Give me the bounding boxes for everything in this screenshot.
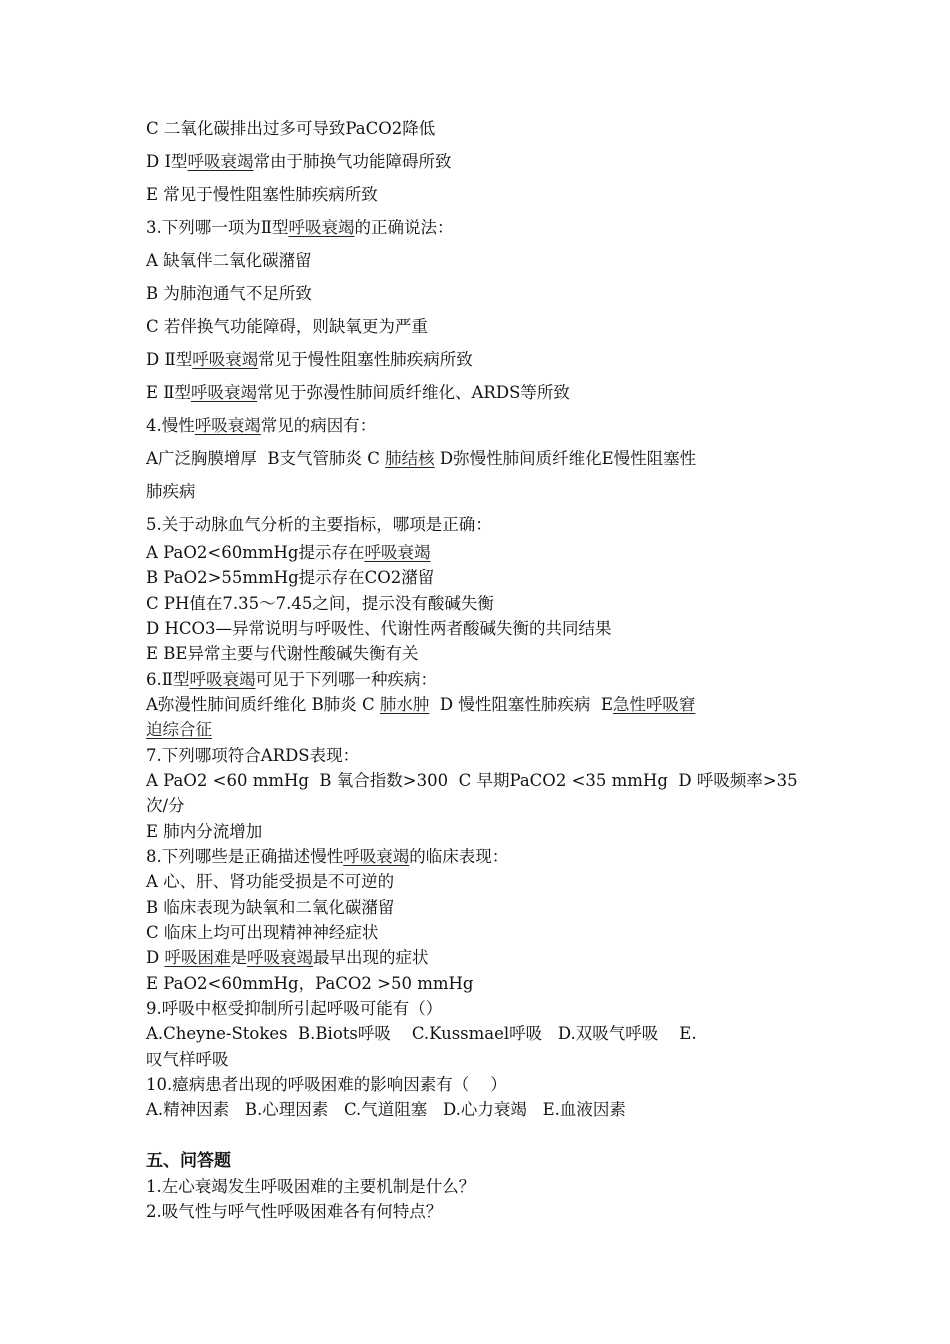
term-link[interactable]: 肺水肿	[379, 695, 430, 714]
text-span: D弥慢性肺间质纤维化E慢性阻塞性	[434, 449, 697, 468]
option-line: 叹气样呼吸	[146, 1050, 229, 1069]
question-line: 2.吸气性与呼气性呼吸困难各有何特点？	[146, 1202, 443, 1221]
text-span: 是	[230, 948, 247, 967]
option-line: 次/分	[146, 796, 185, 815]
term-link[interactable]: 呼吸衰竭	[364, 543, 431, 562]
question-line: 7.下列哪项符合ARDS表现：	[146, 746, 360, 765]
option-line: C 临床上均可出现精神神经症状	[146, 923, 379, 942]
text-span: A PaO2<60mmHg提示存在	[146, 543, 365, 562]
text-span: 常见于慢性阻塞性肺疾病所致	[258, 350, 473, 369]
text-span: 4.慢性	[146, 416, 195, 435]
text-span: 最早出现的症状	[312, 948, 429, 967]
question-line: 9.呼吸中枢受抑制所引起呼吸可能有（）	[146, 999, 443, 1018]
section-heading: 五、问答题	[146, 1151, 231, 1171]
term-link[interactable]: 迫综合征	[146, 720, 212, 739]
term-link[interactable]: 呼吸衰竭	[343, 847, 410, 866]
term-link[interactable]: 呼吸衰竭	[192, 350, 259, 369]
option-line	[146, 382, 570, 404]
term-link[interactable]: 呼吸衰竭	[191, 383, 258, 402]
option-line: C 二氧化碳排出过多可导致PaCO2降低	[146, 119, 436, 138]
text-span: A弥漫性肺间质纤维化 B肺炎 C	[146, 695, 380, 714]
option-line: E 常见于慢性阻塞性肺疾病所致	[146, 185, 378, 204]
term-link[interactable]: 呼吸衰竭	[246, 948, 313, 967]
option-line	[146, 719, 212, 741]
option-line: B 为肺泡通气不足所致	[146, 284, 312, 303]
option-line: A.精神因素 B.心理因素 C.气道阻塞 D.心力衰竭 E.血液因素	[146, 1100, 626, 1119]
option-line	[146, 448, 696, 470]
option-line: D HCO3—异常说明与呼吸性、代谢性两者酸碱失衡的共同结果	[146, 619, 612, 638]
option-line: A PaO2 <60 mmHg B 氧合指数>300 C 早期PaCO2 <35 mmHg D 呼吸频率>35	[146, 771, 798, 790]
option-line: A.Cheyne-Stokes B.Biots呼吸 C.Kussmael呼吸 D.双吸气呼吸 E.	[146, 1024, 697, 1043]
text-span: D I型	[146, 152, 188, 171]
term-link[interactable]: 肺结核	[385, 449, 435, 468]
text-span: 的临床表现：	[409, 847, 509, 866]
text-span: 可见于下列哪一种疾病：	[255, 670, 437, 689]
text-span: 6.Ⅱ型	[146, 670, 190, 689]
question-line	[146, 217, 453, 239]
question-line: 1.左心衰竭发生呼吸困难的主要机制是什么？	[146, 1177, 476, 1196]
text-span: D Ⅱ型	[146, 350, 193, 369]
option-line: A 心、肝、肾功能受损是不可逆的	[146, 872, 395, 891]
term-link[interactable]: 呼吸困难	[164, 948, 231, 967]
text-span: 常见的病因有：	[260, 416, 377, 435]
text-span: A广泛胸膜增厚 B支气管肺炎 C	[146, 449, 386, 468]
text-span: D 慢性阻塞性肺疾病 E	[429, 695, 613, 714]
option-line: 肺疾病	[146, 482, 196, 501]
option-line: E BE异常主要与代谢性酸碱失衡有关	[146, 644, 419, 663]
question-line: 10.癔病患者出现的呼吸困难的影响因素有（ ）	[146, 1075, 507, 1094]
text-span: 3.下列哪一项为Ⅱ型	[146, 218, 289, 237]
text-span: 8.下列哪些是正确描述慢性	[146, 847, 344, 866]
option-line	[146, 694, 695, 716]
option-line	[146, 349, 473, 371]
option-line: C 若伴换气功能障碍，则缺氧更为严重	[146, 317, 428, 336]
text-span: D	[146, 948, 165, 967]
option-line: B PaO2>55mmHg提示存在CO2潴留	[146, 568, 435, 587]
option-line	[146, 151, 452, 173]
option-line: C PH值在7.35～7.45之间，提示没有酸碱失衡	[146, 594, 494, 613]
term-link[interactable]: 急性呼吸窘	[612, 695, 696, 714]
text-span: 的正确说法：	[354, 218, 454, 237]
term-link[interactable]: 呼吸衰竭	[288, 218, 355, 237]
text-span: E Ⅱ型	[146, 383, 192, 402]
question-line	[146, 669, 437, 691]
term-link[interactable]: 呼吸衰竭	[189, 670, 256, 689]
option-line: E PaO2<60mmHg，PaCO2 >50 mmHg	[146, 974, 474, 993]
term-link[interactable]: 呼吸衰竭	[194, 416, 261, 435]
option-line: B 临床表现为缺氧和二氧化碳潴留	[146, 898, 395, 917]
option-line: E 肺内分流增加	[146, 822, 263, 841]
question-line: 5.关于动脉血气分析的主要指标，哪项是正确：	[146, 515, 492, 534]
option-line	[146, 542, 430, 564]
option-line: A 缺氧伴二氧化碳潴留	[146, 251, 312, 270]
text-span: 常由于肺换气功能障碍所致	[253, 152, 452, 171]
question-line	[146, 846, 508, 868]
question-line	[146, 415, 376, 437]
term-link[interactable]: 呼吸衰竭	[187, 152, 254, 171]
text-span: 常见于弥漫性肺间质纤维化、ARDS等所致	[257, 383, 570, 402]
option-line	[146, 947, 428, 969]
